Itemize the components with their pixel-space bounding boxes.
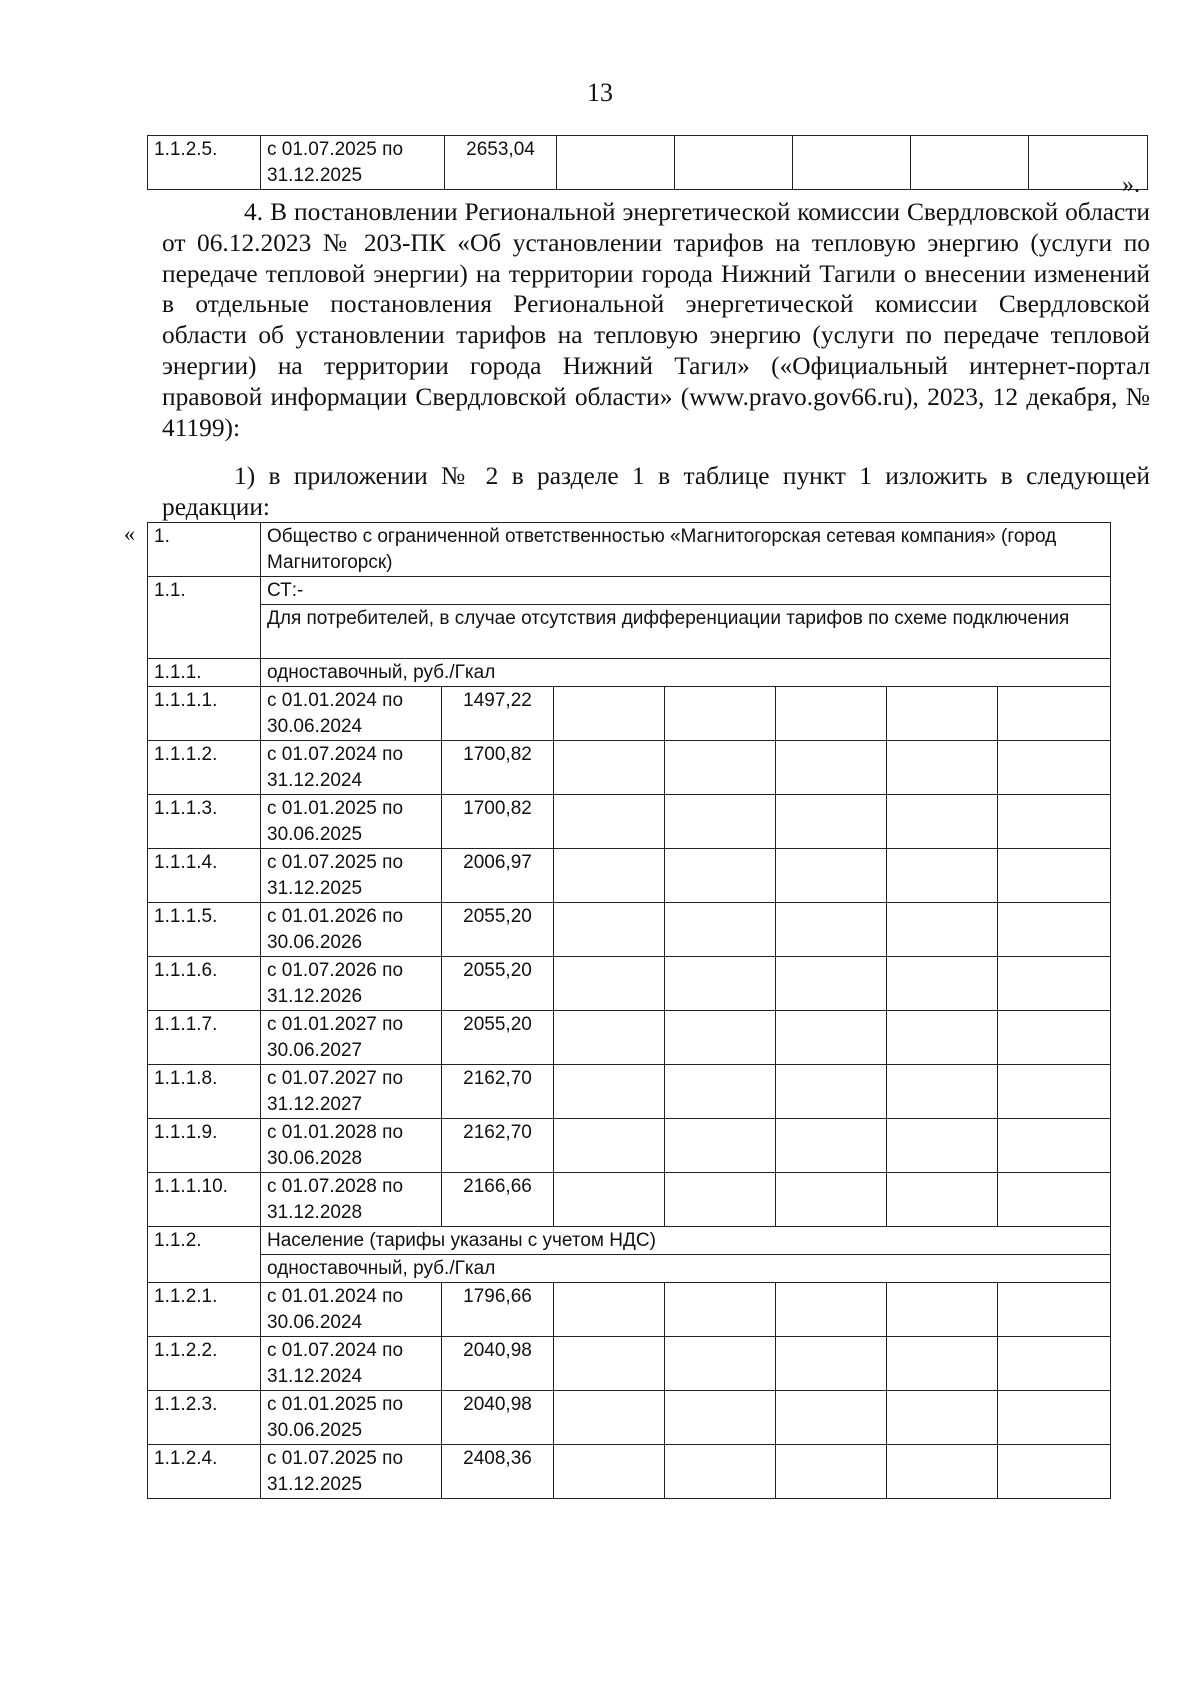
row-code: 1.1.1.4. — [148, 849, 261, 903]
empty-cell — [887, 1337, 998, 1391]
row-value: 2162,70 — [442, 1065, 554, 1119]
row-period — [261, 1445, 442, 1499]
empty-cell — [776, 1391, 887, 1445]
period-from: с 01.01.2025 по — [267, 1394, 404, 1415]
row-period — [261, 1065, 442, 1119]
period-to: 30.06.2025 — [267, 1420, 363, 1441]
row-value: 2055,20 — [442, 1011, 554, 1065]
period-to: 31.12.2027 — [267, 1094, 363, 1115]
row-code: 1.1.1.9. — [148, 1119, 261, 1173]
empty-cell — [665, 687, 776, 741]
row-code: 1.1.2.4. — [148, 1445, 261, 1499]
empty-cell — [887, 1445, 998, 1499]
period-from: с 01.07.2025 по — [267, 852, 404, 873]
row-period — [261, 903, 442, 957]
empty-cell — [554, 1119, 665, 1173]
row-value: 1796,66 — [442, 1283, 554, 1337]
consumers-label: Для потребителей, в случае отсутствия дифференциации тарифов по схеме подключения — [261, 605, 1111, 659]
empty-cell — [998, 1337, 1111, 1391]
empty-cell — [793, 136, 911, 190]
empty-cell — [998, 1173, 1111, 1227]
empty-cell — [554, 849, 665, 903]
org-code: 1. — [148, 523, 261, 577]
paragraph-item-1: 1) в приложении № 2 в разделе 1 в таблице пункт 1 изложить в следующей редакции: — [162, 462, 1150, 521]
consumers-row — [148, 605, 1111, 659]
period-to: 30.06.2028 — [267, 1148, 363, 1169]
row-code: 1.1.1.8. — [148, 1065, 261, 1119]
period-to: 31.12.2028 — [267, 1202, 363, 1223]
empty-cell — [776, 1337, 887, 1391]
empty-cell — [665, 1011, 776, 1065]
table-row — [148, 1119, 1111, 1173]
period-from: с 01.07.2024 по — [267, 1340, 404, 1361]
row-period — [261, 795, 442, 849]
row-value: 1700,82 — [442, 795, 554, 849]
empty-cell — [776, 741, 887, 795]
empty-cell — [554, 1445, 665, 1499]
row-period — [261, 136, 445, 190]
empty-cell — [887, 795, 998, 849]
empty-cell — [554, 687, 665, 741]
st-code: 1.1. — [148, 577, 261, 659]
empty-cell — [776, 957, 887, 1011]
period-from: с 01.01.2025 по — [267, 798, 404, 819]
period-to: 31.12.2024 — [267, 770, 363, 791]
period-to: 31.12.2025 — [267, 165, 363, 186]
row-code: 1.1.2.5. — [148, 136, 261, 190]
empty-cell — [776, 903, 887, 957]
empty-cell — [665, 741, 776, 795]
row-period — [261, 741, 442, 795]
org-name: Общество с ограниченной ответственностью «Магнитогорская сетевая компания» (город Магнитогорск) — [261, 523, 1111, 577]
row-code: 1.1.1.1. — [148, 687, 261, 741]
empty-cell — [554, 1173, 665, 1227]
empty-cell — [887, 1173, 998, 1227]
empty-cell — [554, 903, 665, 957]
table-row — [148, 1337, 1111, 1391]
row-code: 1.1.1.6. — [148, 957, 261, 1011]
table-row — [148, 1173, 1111, 1227]
period-from: с 01.07.2024 по — [267, 744, 404, 765]
empty-cell — [887, 903, 998, 957]
section2-code: 1.1.2. — [148, 1227, 261, 1283]
row-period — [261, 1173, 442, 1227]
period-from: с 01.01.2027 по — [267, 1014, 404, 1035]
empty-cell — [887, 741, 998, 795]
empty-cell — [776, 1011, 887, 1065]
table-row — [148, 687, 1111, 741]
table-row — [148, 1065, 1111, 1119]
table-row — [148, 795, 1111, 849]
empty-cell — [665, 1173, 776, 1227]
paragraph-4: 4. В постановлении Региональной энергетической комиссии Свердловской области от 06.12.2023 № 203-ПК «Об установлении тарифов на тепловую энергию (услуги по передаче тепловой энергии) на территории города Нижний Тагили о внесении изменений в отдельные постановления Региональной энергетической комиссии Свердловской области об установлении тарифов на тепловую энергию (услуги по передаче тепловой энергии) на территории города Нижний Тагил» («Официальный интернет-портал правовой информации Свердловской области» (www.pravo.gov66.ru), 2023, 12 декабря, № 41199): — [162, 198, 1150, 442]
period-to: 31.12.2024 — [267, 1366, 363, 1387]
empty-cell — [776, 687, 887, 741]
section2-subheader-row — [148, 1255, 1111, 1283]
empty-cell — [998, 1283, 1111, 1337]
period-from: с 01.07.2027 по — [267, 1068, 404, 1089]
section1-header-row — [148, 659, 1111, 687]
empty-cell — [675, 136, 793, 190]
period-from: с 01.01.2024 по — [267, 690, 404, 711]
empty-cell — [554, 741, 665, 795]
section1-label: одноставочный, руб./Гкал — [261, 659, 1111, 687]
period-from: с 01.07.2025 по — [267, 1448, 404, 1469]
row-period — [261, 849, 442, 903]
table-row — [148, 1011, 1111, 1065]
row-code: 1.1.2.3. — [148, 1391, 261, 1445]
row-value: 2040,98 — [442, 1391, 554, 1445]
table-row — [148, 849, 1111, 903]
period-to: 30.06.2027 — [267, 1040, 363, 1061]
row-value: 2040,98 — [442, 1337, 554, 1391]
period-from: с 01.01.2028 по — [267, 1122, 404, 1143]
period-from: с 01.01.2026 по — [267, 906, 404, 927]
table-row — [148, 1283, 1111, 1337]
empty-cell — [776, 1283, 887, 1337]
empty-cell — [554, 1391, 665, 1445]
empty-cell — [887, 1119, 998, 1173]
row-value: 2653,04 — [445, 136, 557, 190]
period-to: 31.12.2025 — [267, 1474, 363, 1495]
row-period — [261, 687, 442, 741]
row-value: 2162,70 — [442, 1119, 554, 1173]
empty-cell — [665, 957, 776, 1011]
empty-cell — [554, 1065, 665, 1119]
empty-cell — [998, 1391, 1111, 1445]
empty-cell — [554, 1337, 665, 1391]
empty-cell — [998, 1445, 1111, 1499]
row-period — [261, 1011, 442, 1065]
empty-cell — [887, 1283, 998, 1337]
empty-cell — [665, 1283, 776, 1337]
row-period — [261, 957, 442, 1011]
empty-cell — [887, 957, 998, 1011]
row-value: 2055,20 — [442, 903, 554, 957]
tariff-table — [147, 522, 1111, 1499]
empty-cell — [665, 1065, 776, 1119]
table-row — [148, 1445, 1111, 1499]
row-value: 1497,22 — [442, 687, 554, 741]
table-row — [148, 136, 1148, 190]
empty-cell — [665, 1391, 776, 1445]
empty-cell — [887, 1011, 998, 1065]
period-from: с 01.07.2028 по — [267, 1176, 404, 1197]
row-code: 1.1.2.1. — [148, 1283, 261, 1337]
row-code: 1.1.2.2. — [148, 1337, 261, 1391]
empty-cell — [776, 849, 887, 903]
empty-cell — [998, 849, 1111, 903]
empty-cell — [665, 903, 776, 957]
empty-cell — [998, 1119, 1111, 1173]
row-value: 2408,36 — [442, 1445, 554, 1499]
empty-cell — [998, 903, 1111, 957]
empty-cell — [776, 1445, 887, 1499]
empty-cell — [554, 795, 665, 849]
row-code: 1.1.1.2. — [148, 741, 261, 795]
closing-quote: ». — [1122, 172, 1140, 198]
empty-cell — [998, 795, 1111, 849]
row-value: 2166,66 — [442, 1173, 554, 1227]
empty-cell — [665, 849, 776, 903]
empty-cell — [998, 687, 1111, 741]
row-code: 1.1.1.7. — [148, 1011, 261, 1065]
row-period — [261, 1283, 442, 1337]
empty-cell — [887, 1391, 998, 1445]
empty-cell — [776, 1173, 887, 1227]
empty-cell — [665, 1337, 776, 1391]
empty-cell — [665, 795, 776, 849]
row-value: 2006,97 — [442, 849, 554, 903]
continuation-table — [147, 135, 1148, 190]
table-row — [148, 957, 1111, 1011]
empty-cell — [887, 1065, 998, 1119]
section2-label: Население (тарифы указаны с учетом НДС) — [261, 1227, 1111, 1255]
empty-cell — [887, 687, 998, 741]
period-to: 30.06.2026 — [267, 932, 363, 953]
period-from: с 01.01.2024 по — [267, 1286, 404, 1307]
table-row — [148, 741, 1111, 795]
period-from: с 01.07.2026 по — [267, 960, 404, 981]
empty-cell — [776, 1065, 887, 1119]
empty-cell — [665, 1445, 776, 1499]
period-to: 30.06.2025 — [267, 824, 363, 845]
empty-cell — [998, 957, 1111, 1011]
row-period — [261, 1391, 442, 1445]
row-code: 1.1.1.3. — [148, 795, 261, 849]
table-row — [148, 1391, 1111, 1445]
row-period — [261, 1119, 442, 1173]
empty-cell — [665, 1119, 776, 1173]
st-row — [148, 577, 1111, 605]
section2-sublabel: одноставочный, руб./Гкал — [261, 1255, 1111, 1283]
row-code: 1.1.1.5. — [148, 903, 261, 957]
empty-cell — [776, 795, 887, 849]
empty-cell — [998, 1011, 1111, 1065]
row-period — [261, 1337, 442, 1391]
org-row — [148, 523, 1111, 577]
section1-code: 1.1.1. — [148, 659, 261, 687]
empty-cell — [554, 1283, 665, 1337]
empty-cell — [887, 849, 998, 903]
period-to: 31.12.2025 — [267, 878, 363, 899]
page-number: 13 — [587, 78, 613, 107]
row-value: 1700,82 — [442, 741, 554, 795]
st-label: СТ:- — [261, 577, 1111, 605]
opening-quote: « — [124, 521, 135, 546]
empty-cell — [554, 957, 665, 1011]
empty-cell — [998, 1065, 1111, 1119]
empty-cell — [554, 1011, 665, 1065]
section2-header-row — [148, 1227, 1111, 1255]
empty-cell — [557, 136, 675, 190]
period-to: 31.12.2026 — [267, 986, 363, 1007]
empty-cell — [776, 1119, 887, 1173]
table-row — [148, 903, 1111, 957]
row-value: 2055,20 — [442, 957, 554, 1011]
row-code: 1.1.1.10. — [148, 1173, 261, 1227]
period-from: с 01.07.2025 по — [267, 139, 404, 160]
empty-cell — [911, 136, 1029, 190]
empty-cell — [998, 741, 1111, 795]
period-to: 30.06.2024 — [267, 1312, 363, 1333]
period-to: 30.06.2024 — [267, 716, 363, 737]
